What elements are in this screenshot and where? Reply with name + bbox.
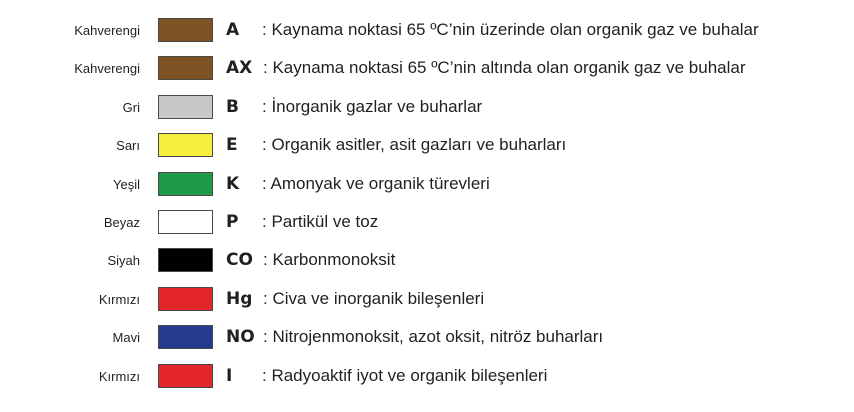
legend-row-k [0, 166, 854, 204]
legend-row-e [0, 127, 854, 165]
filter-description: : İnorganik gazlar ve buharlar [262, 96, 483, 116]
filter-description: : Kaynama noktasi 65 ºC’nin altında olan organik gaz ve buhalar [263, 58, 746, 78]
filter-code: K [226, 173, 240, 194]
color-swatch [158, 95, 213, 119]
legend-row-i [0, 358, 854, 396]
color-swatch [158, 56, 213, 80]
color-swatch [158, 133, 213, 157]
color-name: Gri [122, 99, 140, 115]
filter-description: : Organik asitler, asit gazları ve buharları [262, 135, 567, 155]
legend-row-p [0, 204, 854, 242]
filter-code: A [226, 20, 240, 40]
filter-description: : Radyoaktif iyot ve organik bileşenleri [262, 365, 548, 385]
legend-row-ax [0, 50, 854, 88]
filter-code: B [226, 96, 239, 117]
filter-description: : Civa ve inorganik bileşenleri [263, 288, 485, 308]
legend-row-co [0, 242, 854, 280]
color-swatch [158, 287, 213, 311]
color-swatch [158, 248, 213, 272]
color-swatch [158, 172, 213, 196]
filter-description: : Kaynama noktasi 65 ºC’nin üzerinde olan organik gaz ve buhalar [262, 20, 759, 39]
filter-code: Hg [226, 288, 253, 309]
color-name: Yeşil [113, 176, 140, 192]
filter-code: P [226, 211, 239, 232]
legend-row-hg [0, 281, 854, 319]
color-swatch [158, 364, 213, 388]
color-swatch [158, 210, 213, 234]
color-name: Kahverengi [74, 23, 140, 38]
legend-row-a [0, 12, 854, 50]
filter-code: CO [226, 250, 253, 271]
color-name: Kahverengi [74, 61, 140, 77]
legend-row-no [0, 319, 854, 357]
filter-description: : Partikül ve toz [262, 211, 379, 231]
filter-code: NO [226, 327, 255, 348]
filter-description: : Karbonmonoksit [263, 250, 396, 270]
color-name: Kırmızı [98, 368, 140, 384]
filter-code: I [226, 365, 233, 386]
color-name: Mavi [112, 330, 140, 346]
color-name: Siyah [107, 253, 140, 269]
color-swatch [158, 18, 213, 42]
color-name: Kırmızı [98, 291, 140, 307]
color-name: Beyaz [103, 214, 140, 230]
filter-description: : Nitrojenmonoksit, azot oksit, nitröz buharları [263, 327, 604, 347]
legend-row-b [0, 89, 854, 127]
filter-description: : Amonyak ve organik türevleri [262, 173, 490, 193]
filter-color-legend [0, 12, 854, 396]
filter-code: E [226, 135, 238, 156]
color-name: Sarı [116, 138, 140, 154]
color-swatch [158, 325, 213, 349]
filter-code: AX [226, 58, 253, 79]
